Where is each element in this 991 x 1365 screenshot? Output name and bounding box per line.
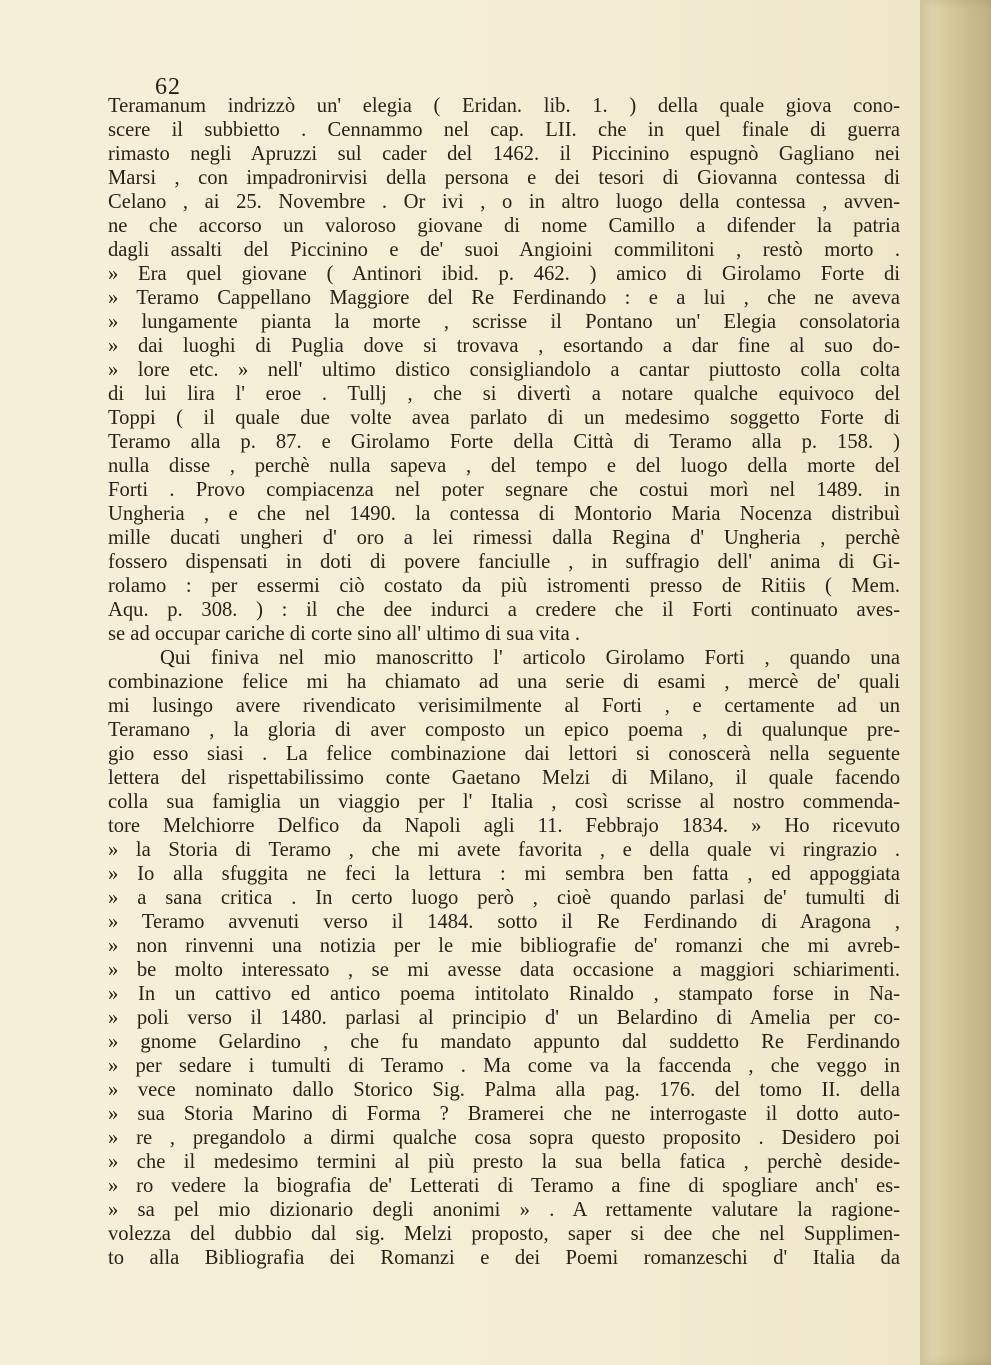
text-line: » Teramo Cappellano Maggiore del Re Ferdinando : e a lui , che ne aveva: [108, 287, 900, 309]
text-line: » ro vedere la biografia de' Letterati di Teramo a fine di spogliare anch' es-: [108, 1175, 900, 1197]
text-line: se ad occupar cariche di corte sino all' ultimo di sua vita .: [108, 623, 581, 645]
text-line: » gnome Gelardino , che fu mandato appunto dal suddetto Re Ferdinando: [108, 1031, 900, 1053]
text-line: » per sedare i tumulti di Teramo . Ma come va la faccenda , che veggo in: [108, 1055, 900, 1077]
text-line: to alla Bibliografia dei Romanzi e dei Poemi romanzeschi d' Italia da: [108, 1247, 900, 1269]
text-line: » a sana critica . In certo luogo però , cioè quando parlasi de' tumulti di: [108, 887, 900, 909]
text-line: rimasto negli Apruzzi sul cader del 1462. il Piccinino espugnò Gagliano nei: [108, 143, 900, 165]
text-block: [108, 94, 900, 1270]
text-line: » vece nominato dallo Storico Sig. Palma alla pag. 176. del tomo II. della: [108, 1079, 900, 1101]
text-line: Teramano , la gloria di aver composto un epico poema , di qualunque pre-: [108, 719, 900, 741]
text-line: rolamo : per essermi ciò costato da più istromenti presso de Ritiis ( Mem.: [108, 575, 900, 597]
text-line: Celano , ai 25. Novembre . Or ivi , o in altro luogo della contessa , avven-: [108, 191, 900, 213]
text-line: Qui finiva nel mio manoscritto l' articolo Girolamo Forti , quando una: [160, 647, 900, 669]
page-edge-shadow: [920, 0, 991, 1365]
text-line: » Io alla sfuggita ne feci la lettura : mi sembra ben fatta , ed appoggiata: [108, 863, 900, 885]
text-line: Toppi ( il quale due volte avea parlato di un medesimo soggetto Forte di: [108, 407, 900, 429]
text-line: combinazione felice mi ha chiamato ad una serie di esami , mercè de' quali: [108, 671, 900, 693]
text-line: nulla disse , perchè nulla sapeva , del tempo e del luogo della morte del: [108, 455, 900, 477]
text-line: Teramanum indrizzò un' elegia ( Eridan. lib. 1. ) della quale giova cono-: [108, 95, 900, 117]
text-line: » lungamente pianta la morte , scrisse il Pontano un' Elegia consolatoria: [108, 311, 900, 333]
text-line: » re , pregandolo a dirmi qualche cosa sopra questo proposito . Desidero poi: [108, 1127, 900, 1149]
text-line: » Era quel giovane ( Antinori ibid. p. 462. ) amico di Girolamo Forte di: [108, 263, 900, 285]
text-line: » dai luoghi di Puglia dove si trovava , esortando a dar fine al suo do-: [108, 335, 900, 357]
text-line: » sa pel mio dizionario degli anonimi » . A rettamente valutare la ragione-: [108, 1199, 900, 1221]
page-number: 62: [155, 74, 181, 100]
text-line: dagli assalti del Piccinino e de' suoi Angioini commilitoni , restò morto .: [108, 239, 900, 261]
text-line: mi lusingo avere rivendicato verisimilmente al Forti , e certamente ad un: [108, 695, 900, 717]
text-line: » non rinvenni una notizia per le mie bibliografie de' romanzi che mi avreb-: [108, 935, 900, 957]
text-line: Marsi , con impadronirvisi della persona e dei tesori di Giovanna contessa di: [108, 167, 900, 189]
text-line: tore Melchiorre Delfico da Napoli agli 11. Febbrajo 1834. » Ho ricevuto: [108, 815, 900, 837]
text-line: volezza del dubbio dal sig. Melzi proposto, saper si dee che nel Supplimen-: [108, 1223, 900, 1245]
text-line: Ungheria , e che nel 1490. la contessa di Montorio Maria Nocenza distribuì: [108, 503, 900, 525]
text-line: lettera del rispettabilissimo conte Gaetano Melzi di Milano, il quale facendo: [108, 767, 900, 789]
text-line: colla sua famiglia un viaggio per l' Italia , così scrisse al nostro commenda-: [108, 791, 900, 813]
text-line: Teramo alla p. 87. e Girolamo Forte della Città di Teramo alla p. 158. ): [108, 431, 900, 453]
text-line: Aqu. p. 308. ) : il che dee indurci a credere che il Forti continuato aves-: [108, 599, 900, 621]
text-line: ne che accorso un valoroso giovane di nome Camillo a difender la patria: [108, 215, 900, 237]
text-line: scere il subbietto . Cennammo nel cap. LII. che in quel finale di guerra: [108, 119, 900, 141]
text-line: » poli verso il 1480. parlasi al principio d' un Belardino di Amelia per co-: [108, 1007, 900, 1029]
text-line: » sua Storia Marino di Forma ? Bramerei che ne interrogaste il dotto auto-: [108, 1103, 900, 1125]
text-line: » la Storia di Teramo , che mi avete favorita , e della quale vi ringrazio .: [108, 839, 900, 861]
text-line: » be molto interessato , se mi avesse data occasione a maggiori schiarimenti.: [108, 959, 900, 981]
text-line: gio esso siasi . La felice combinazione dai lettori si conoscerà nella seguente: [108, 743, 900, 765]
text-line: » lore etc. » nell' ultimo distico consigliandolo a cantar piuttosto colla colta: [108, 359, 900, 381]
text-line: di lui lira l' eroe . Tullj , che si divertì a notare qualche equivoco del: [108, 383, 900, 405]
text-line: » In un cattivo ed antico poema intitolato Rinaldo , stampato forse in Na-: [108, 983, 900, 1005]
text-line: » Teramo avvenuti verso il 1484. sotto il Re Ferdinando di Aragona ,: [108, 911, 900, 933]
text-line: fossero dispensati in doti di povere fanciulle , in suffragio dell' anima di Gi-: [108, 551, 900, 573]
text-line: mille ducati ungheri d' oro a lei rimessi dalla Regina d' Ungheria , perchè: [108, 527, 900, 549]
text-line: Forti . Provo compiacenza nel poter segnare che costui morì nel 1489. in: [108, 479, 900, 501]
text-line: » che il medesimo termini al più presto la sua bella fatica , perchè deside-: [108, 1151, 900, 1173]
